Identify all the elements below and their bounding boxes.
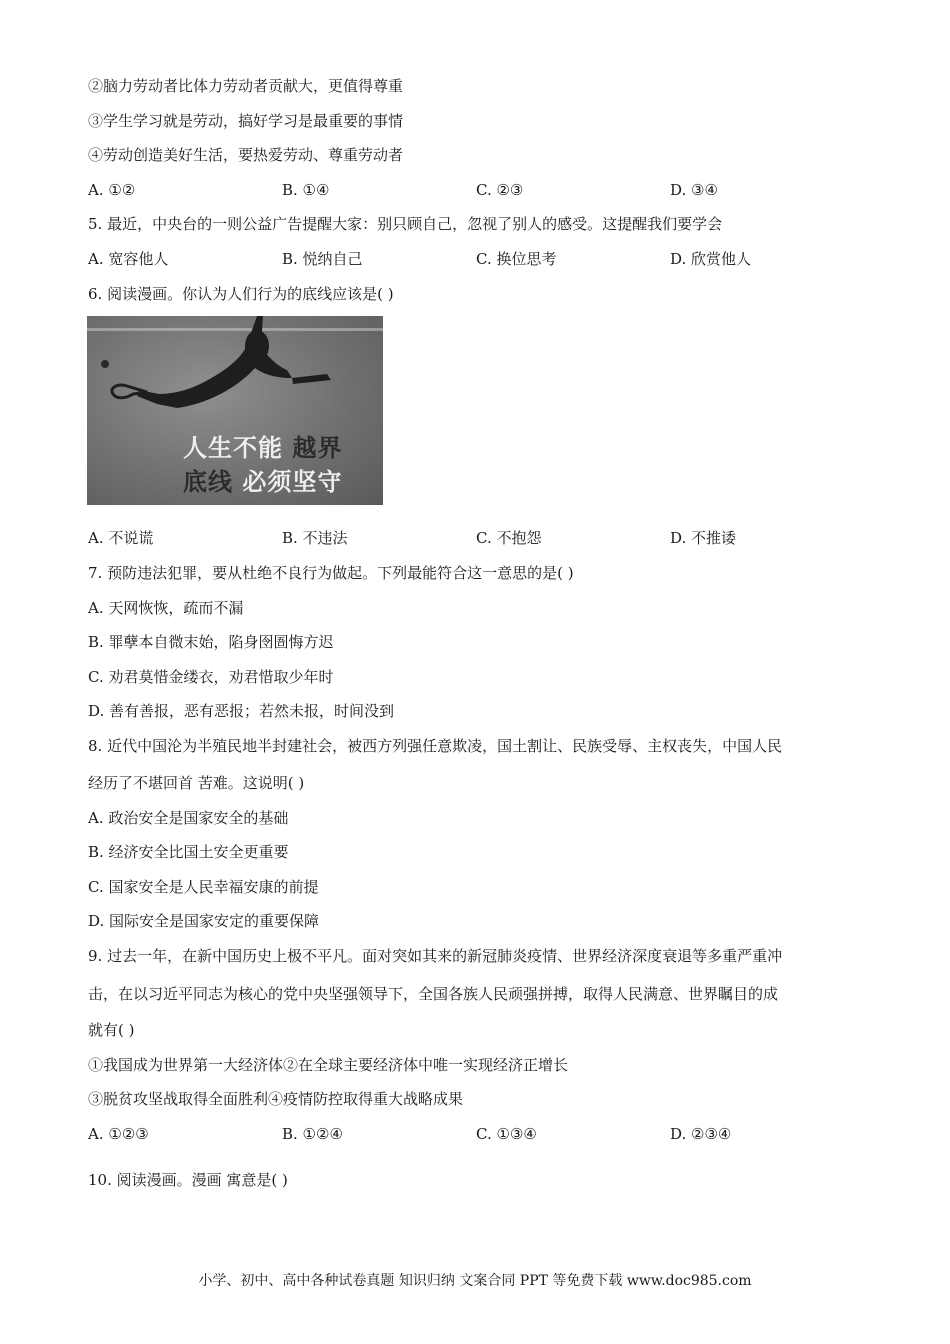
q9-option-c: C. ①③④ [476, 1125, 537, 1143]
q5-stem: 5. 最近，中央台的一则公益广告提醒大家：别只顾自己，忽视了别人的感受。这提醒我们要学会 [88, 215, 723, 233]
cartoon-caption-1b: 越界 [292, 434, 343, 462]
q4-option-b: B. ①④ [282, 181, 330, 199]
q8-stem-line-1: 8. 近代中国沦为半殖民地半封建社会，被西方列强任意欺凌，国土割让、民族受辱、主权丧失，中国人民 [88, 737, 783, 755]
cartoon-caption-2a: 底线 [183, 468, 233, 496]
q5-option-d: D. 欣赏他人 [670, 250, 752, 268]
q8-stem-line-2: 经历了不堪回首 苦难。这说明( ) [88, 774, 305, 792]
q4-statement-4: ④劳动创造美好生活，要热爱劳动、尊重劳动者 [88, 146, 404, 164]
q10-stem: 10. 阅读漫画。漫画 寓意是( ) [88, 1171, 288, 1189]
q4-statement-2: ②脑力劳动者比体力劳动者贡献大，更值得尊重 [88, 77, 404, 95]
q6-option-a: A. 不说谎 [88, 529, 154, 547]
q7-option-b: B. 罪孽本自微末始，陷身囹圄悔方迟 [88, 633, 334, 651]
q8-option-d: D. 国际安全是国家安定的重要保障 [88, 912, 320, 930]
q5-option-c: C. 换位思考 [476, 250, 557, 268]
q9-statements-line-2: ③脱贫攻坚战取得全面胜利④疫情防控取得重大战略成果 [88, 1090, 464, 1108]
cartoon-caption-1a: 人生不能 [183, 434, 283, 462]
q9-stem-line-1: 9. 过去一年，在新中国历史上极不平凡。面对突如其来的新冠肺炎疫情、世界经济深度衰退等多重严重冲 [88, 947, 783, 965]
q7-option-a: A. 天网恢恢，疏而不漏 [88, 599, 244, 617]
q6-stem: 6. 阅读漫画。你认为人们行为的底线应该是( ) [88, 285, 394, 303]
page-footer: 小学、初中、高中各种试卷真题 知识归纳 文案合同 PPT 等免费下载 www.doc985.com [198, 1273, 752, 1289]
q9-option-b: B. ①②④ [282, 1125, 343, 1143]
q8-option-a: A. 政治安全是国家安全的基础 [88, 809, 289, 827]
q9-option-d: D. ②③④ [670, 1125, 732, 1143]
q7-option-d: D. 善有善报，恶有恶报；若然未报，时间没到 [88, 702, 395, 720]
q6-option-c: C. 不抱怨 [476, 529, 542, 547]
q6-cartoon-image [87, 316, 383, 505]
q5-option-b: B. 悦纳自己 [282, 250, 363, 268]
q4-option-d: D. ③④ [670, 181, 718, 199]
q6-option-b: B. 不违法 [282, 529, 348, 547]
q7-option-c: C. 劝君莫惜金缕衣，劝君惜取少年时 [88, 668, 334, 686]
q9-options [88, 1124, 868, 1144]
q6-option-d: D. 不推诿 [670, 529, 737, 547]
q8-option-c: C. 国家安全是人民幸福安康的前提 [88, 878, 319, 896]
q8-option-b: B. 经济安全比国土安全更重要 [88, 843, 289, 861]
q9-stem-line-2: 击，在以习近平同志为核心的党中央坚强领导下，全国各族人民顽强拼搏，取得人民满意、世界瞩目的成 [88, 985, 779, 1003]
q5-options [88, 249, 868, 269]
q7-stem: 7. 预防违法犯罪，要从杜绝不良行为做起。下列最能符合这一意思的是( ) [88, 564, 574, 582]
q5-option-a: A. 宽容他人 [88, 250, 169, 268]
cartoon-caption-2b: 必须坚守 [242, 468, 343, 496]
cartoon-caption-line-1 [183, 428, 342, 463]
q6-options [88, 528, 868, 548]
q4-options [88, 180, 868, 200]
q4-statement-3: ③学生学习就是劳动，搞好学习是最重要的事情 [88, 112, 404, 130]
q9-statements-line-1: ①我国成为世界第一大经济体②在全球主要经济体中唯一实现经济正增长 [88, 1056, 569, 1074]
q9-stem-line-3: 就有( ) [88, 1021, 135, 1039]
q4-option-c: C. ②③ [476, 181, 524, 199]
q9-option-a: A. ①②③ [88, 1125, 149, 1143]
q4-option-a: A. ①② [88, 181, 136, 199]
cartoon-caption-line-2 [183, 462, 342, 497]
